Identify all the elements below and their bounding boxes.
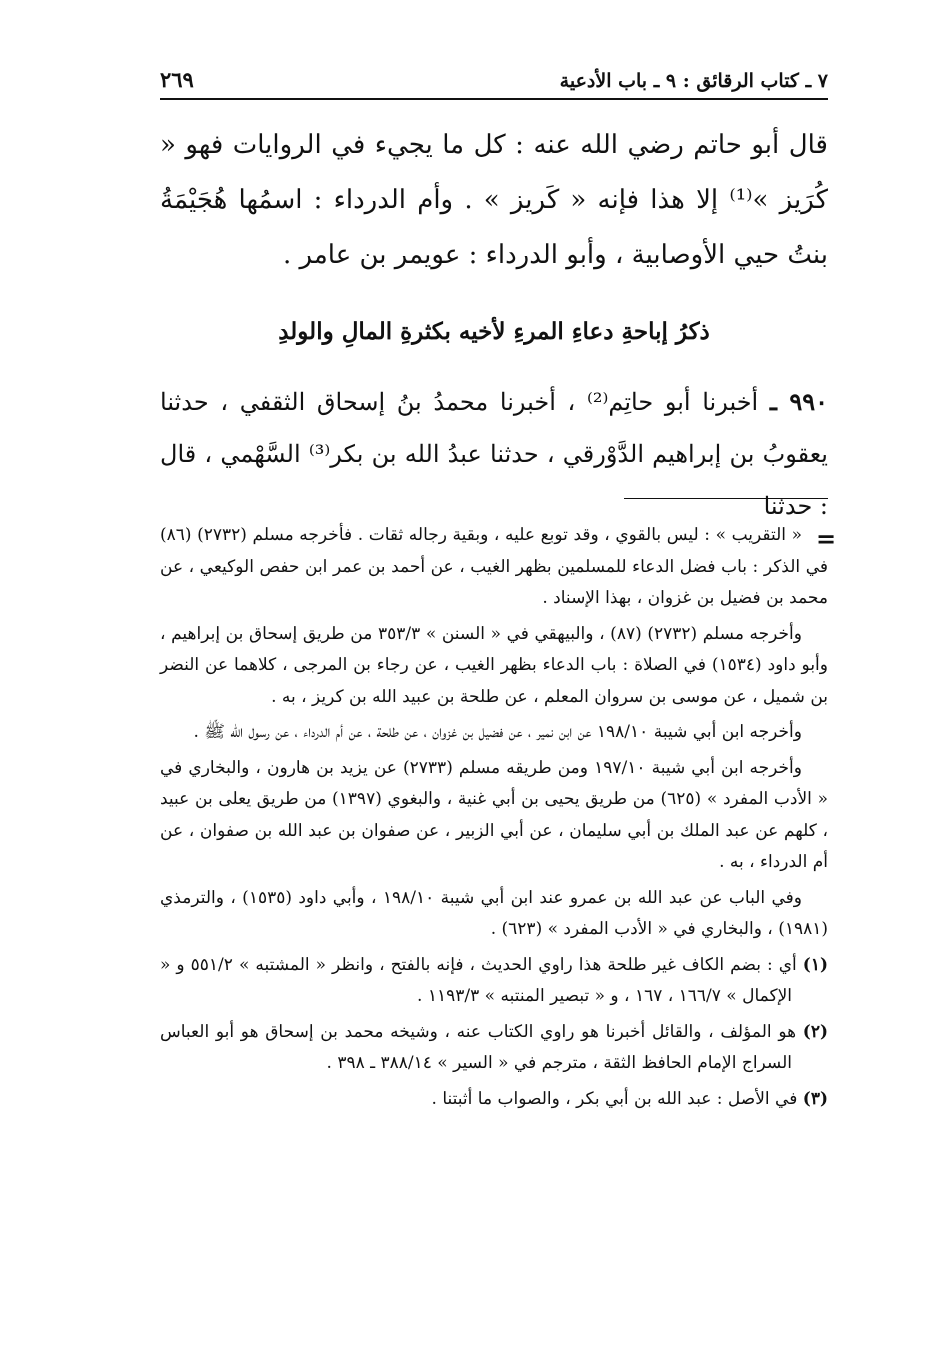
footnote-paragraph: وأخرجه مسلم (٢٧٣٢) (٨٧) ، والبيهقي في « السنن » ٣٥٣/٣ من طريق إسحاق بن إبراهيم ، وأبو داود (١٥٣٤) في الصلاة : باب الدعاء بظهر الغيب ، عن رجاء بن المرجى ، كلاهما عن النضر بن شميل ، عن موسى بن سروان المعلم ، عن طلحة بن عبيد الله بن كريز ، به . [160, 623, 828, 707]
page-number: ٢٦٩ [160, 67, 194, 92]
footnote-1 [160, 950, 828, 1013]
footnote-text: هو المؤلف ، والقائل أخبرنا هو راوي الكتاب عنه ، وشيخه محمد بن إسحاق هو أبو العباس السراج الإمام الحافظ الثقة ، مترجم في « السير » ٣٨٨/١٤ ـ ٣٩٨ . [160, 1021, 797, 1073]
footnote-separator [624, 498, 828, 499]
footnote-2 [160, 1017, 828, 1080]
hadith-text: أخبرنا أبو حاتِم⁽²⁾ ، أخبرنا محمدُ بنُ إسحاق الثقفي ، حدثنا يعقوبُ بن إبراهيم الدَّوْرقي ، حدثنا عبدُ الله بن بكر⁽³⁾ السَّهْمي ، قال : حدثنا [160, 388, 828, 520]
footnote-text: في الأصل : عبد الله بن أبي بكر ، والصواب ما أثبتنا . [431, 1088, 798, 1109]
running-title: ٧ ـ كتاب الرقائق : ٩ ـ باب الأدعية [559, 70, 828, 92]
footnote-number: (٢) [802, 1021, 828, 1042]
footnote-paragraph: « التقريب » : ليس بالقوي ، وقد توبع عليه ، وبقية رجاله ثقات . فأخرجه مسلم (٢٧٣٢) (٨٦) في الذكر : باب فضل الدعاء للمسلمين بظهر الغيب ، عن أحمد بن عمر ابن حفص الوكيعي ، عن محمد بن فضيل بن غزوان ، بهذا الإسناد . [160, 525, 828, 608]
continuation-mark: = [816, 524, 837, 553]
footnotes [160, 520, 828, 1119]
page-header [160, 52, 828, 100]
footnote-3 [160, 1084, 828, 1116]
footnote-number: (٣) [802, 1088, 828, 1109]
footnote-text: أي : بضم الكاف غير طلحة هذا راوي الحديث ، فإنه بالفتح ، وانظر « المشتبه » ٥٥١/٢ و « الإكمال » ١٦٦/٧ ، ١٦٧ ، و « تبصير المنتبه » ١١٩٣/٣ . [160, 954, 797, 1006]
footnote-paragraph: وفي الباب عن عبد الله بن عمرو عند ابن أبي شيبة ١٩٨/١٠ ، وأبي داود (١٥٣٥) ، والترمذي (١٩٨١) ، والبخاري في « الأدب المفرد » (٦٢٣) . [160, 887, 828, 939]
footnote-number: (١) [802, 954, 829, 975]
hadith-990 [160, 376, 828, 532]
section-heading: ذكرُ إباحةِ دعاءِ المرءِ لأخيه بكثرةِ المالِ والولدِ [278, 318, 710, 345]
hadith-number: ٩٩٠ ـ [769, 387, 829, 416]
main-paragraph: قال أبو حاتم رضي الله عنه : كل ما يجيء في الروايات فهو « كُرَيز »⁽¹⁾ إلا هذا فإنه « كَريز » . وأم الدرداء : اسمُها هُجَيْمَةُ بنتُ حيي الأوصابية ، وأبو الدرداء : عويمر بن عامر . [160, 130, 828, 270]
footnote-paragraph: وأخرجه ابن أبي شيبة ١٩٨/١٠ عن ابن نمير ، عن فضيل بن غزوان ، عن طلحة ، عن أم الدرداء ، عن رسول الله ﷺ . [193, 722, 802, 742]
footnote-paragraph: وأخرجه ابن أبي شيبة ١٩٧/١٠ ومن طريقه مسلم (٢٧٣٣) عن يزيد بن هارون ، والبخاري في « الأدب المفرد » (٦٢٥) من طريق يحيى بن أبي غنية ، والبغوي (١٣٩٧) من طريق يعلى بن عبيد ، كلهم عن عبد الملك بن أبي سليمان ، عن أبي الزبير ، عن صفوان بن عبد الله بن صفوان ، عن أم الدرداء ، به . [160, 757, 828, 872]
